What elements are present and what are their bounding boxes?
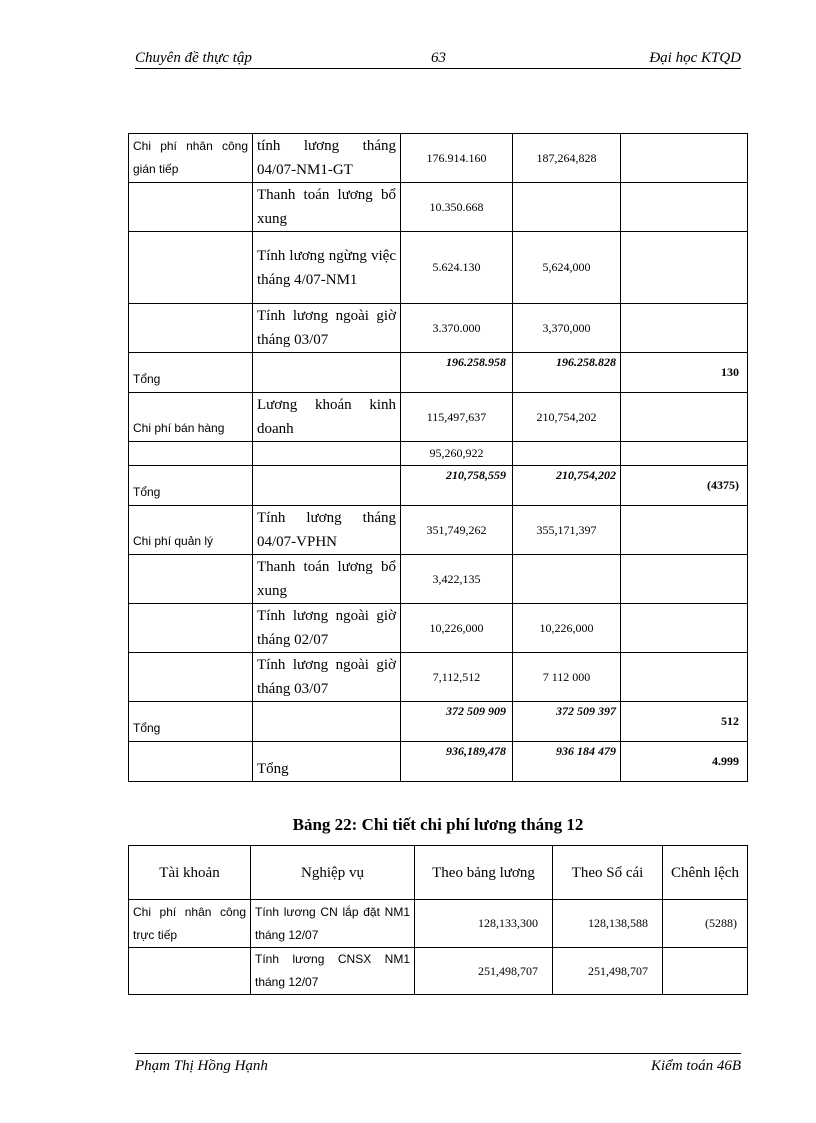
ledger-value: 5,624,000 — [513, 232, 621, 304]
difference-value — [621, 653, 748, 702]
ledger-value: 187,264,828 — [513, 134, 621, 183]
payroll-value: 128,133,300 — [415, 900, 553, 948]
ledger-value: 355,171,397 — [513, 506, 621, 555]
operation-cell: tính lương tháng 04/07-NM1-GT — [253, 134, 401, 183]
ledger-value — [513, 555, 621, 604]
account-cell: Tổng — [129, 702, 253, 742]
total-row — [129, 353, 748, 393]
difference-value: (5288) — [663, 900, 748, 948]
difference-value — [621, 183, 748, 232]
table-row — [129, 506, 748, 555]
difference-value — [621, 393, 748, 442]
payroll-value: 3.370.000 — [401, 304, 513, 353]
account-cell — [129, 555, 253, 604]
account-cell: Chi phí bán hàng — [129, 393, 253, 442]
payroll-total: 196.258.958 — [401, 353, 513, 393]
operation-cell — [253, 442, 401, 466]
operation-cell: Lương khoán kinh doanh — [253, 393, 401, 442]
header-row — [129, 846, 748, 900]
page-footer — [135, 1053, 741, 1076]
ledger-value: 251,498,707 — [553, 948, 663, 995]
ledger-total: 210,754,202 — [513, 466, 621, 506]
page-header — [135, 48, 741, 69]
operation-cell: Thanh toán lương bổ xung — [253, 183, 401, 232]
grand-total-row — [129, 742, 748, 782]
salary-table-1 — [128, 133, 748, 782]
difference-value — [621, 555, 748, 604]
col-header-payroll: Theo bảng lương — [415, 846, 553, 900]
header-right: Đại học KTQD — [649, 50, 741, 66]
payroll-value: 251,498,707 — [415, 948, 553, 995]
ledger-value — [513, 183, 621, 232]
account-cell: Chi phí nhân công trực tiếp — [129, 900, 251, 948]
operation-cell: Tính lương tháng 04/07-VPHN — [253, 506, 401, 555]
footer-class: Kiểm toán 46B — [651, 1058, 741, 1074]
col-header-difference: Chênh lệch — [663, 846, 748, 900]
payroll-value: 5.624.130 — [401, 232, 513, 304]
ledger-value — [513, 442, 621, 466]
operation-cell: Tính lương ngoài giờ tháng 03/07 — [253, 653, 401, 702]
account-cell — [129, 653, 253, 702]
operation-cell — [253, 353, 401, 393]
ledger-value: 7 112 000 — [513, 653, 621, 702]
ledger-value: 3,370,000 — [513, 304, 621, 353]
difference-total: 512 — [621, 702, 748, 742]
table-row — [129, 604, 748, 653]
account-cell — [129, 183, 253, 232]
difference-value — [621, 232, 748, 304]
operation-cell: Tính lương ngừng việc tháng 4/07-NM1 — [253, 232, 401, 304]
account-cell — [129, 742, 253, 782]
ledger-grand-total: 936 184 479 — [513, 742, 621, 782]
operation-cell: Tính lương ngoài giờ tháng 03/07 — [253, 304, 401, 353]
account-cell: Tổng — [129, 353, 253, 393]
difference-value — [621, 134, 748, 183]
account-cell — [129, 948, 251, 995]
salary-table-2 — [128, 845, 748, 995]
operation-cell — [253, 702, 401, 742]
table-row — [129, 183, 748, 232]
payroll-value: 10,226,000 — [401, 604, 513, 653]
account-cell — [129, 604, 253, 653]
table-row — [129, 653, 748, 702]
table-row — [129, 393, 748, 442]
table-row — [129, 900, 748, 948]
operation-cell: Tính lương ngoài giờ tháng 02/07 — [253, 604, 401, 653]
payroll-value: 115,497,637 — [401, 393, 513, 442]
total-row — [129, 702, 748, 742]
account-cell: Chi phí nhân công gián tiếp — [129, 134, 253, 183]
table-row — [129, 304, 748, 353]
table-row — [129, 232, 748, 304]
payroll-value: 351,749,262 — [401, 506, 513, 555]
account-cell — [129, 442, 253, 466]
difference-total: 130 — [621, 353, 748, 393]
account-cell: Chi phí quản lý — [129, 506, 253, 555]
operation-cell: Tổng — [253, 742, 401, 782]
payroll-value: 10.350.668 — [401, 183, 513, 232]
operation-cell: Thanh toán lương bổ xung — [253, 555, 401, 604]
table-row — [129, 442, 748, 466]
account-cell: Tổng — [129, 466, 253, 506]
operation-cell: Tính lương CN lắp đặt NM1 tháng 12/07 — [251, 900, 415, 948]
payroll-grand-total: 936,189,478 — [401, 742, 513, 782]
difference-value — [621, 604, 748, 653]
page-number: 63 — [431, 50, 446, 66]
account-cell — [129, 304, 253, 353]
footer-author: Phạm Thị Hồng Hạnh — [135, 1058, 268, 1074]
payroll-value: 3,422,135 — [401, 555, 513, 604]
difference-total: (4375) — [621, 466, 748, 506]
account-cell — [129, 232, 253, 304]
ledger-total: 372 509 397 — [513, 702, 621, 742]
difference-grand-total: 4.999 — [621, 742, 748, 782]
table-row — [129, 134, 748, 183]
ledger-value: 210,754,202 — [513, 393, 621, 442]
difference-value — [621, 304, 748, 353]
payroll-value: 95,260,922 — [401, 442, 513, 466]
difference-value — [621, 442, 748, 466]
difference-value — [621, 506, 748, 555]
operation-cell: Tính lương CNSX NM1 tháng 12/07 — [251, 948, 415, 995]
col-header-ledger: Theo Sổ cái — [553, 846, 663, 900]
payroll-value: 176.914.160 — [401, 134, 513, 183]
ledger-value: 128,138,588 — [553, 900, 663, 948]
col-header-operation: Nghiệp vụ — [251, 846, 415, 900]
operation-cell — [253, 466, 401, 506]
table-caption: Bảng 22: Chi tiết chi phí lương tháng 12 — [292, 815, 584, 834]
header-left: Chuyên đề thực tập — [135, 50, 252, 66]
table-row — [129, 948, 748, 995]
difference-value — [663, 948, 748, 995]
payroll-value: 7,112,512 — [401, 653, 513, 702]
payroll-total: 372 509 909 — [401, 702, 513, 742]
payroll-total: 210,758,559 — [401, 466, 513, 506]
table-row — [129, 555, 748, 604]
total-row — [129, 466, 748, 506]
ledger-total: 196.258.828 — [513, 353, 621, 393]
col-header-account: Tài khoản — [129, 846, 251, 900]
ledger-value: 10,226,000 — [513, 604, 621, 653]
